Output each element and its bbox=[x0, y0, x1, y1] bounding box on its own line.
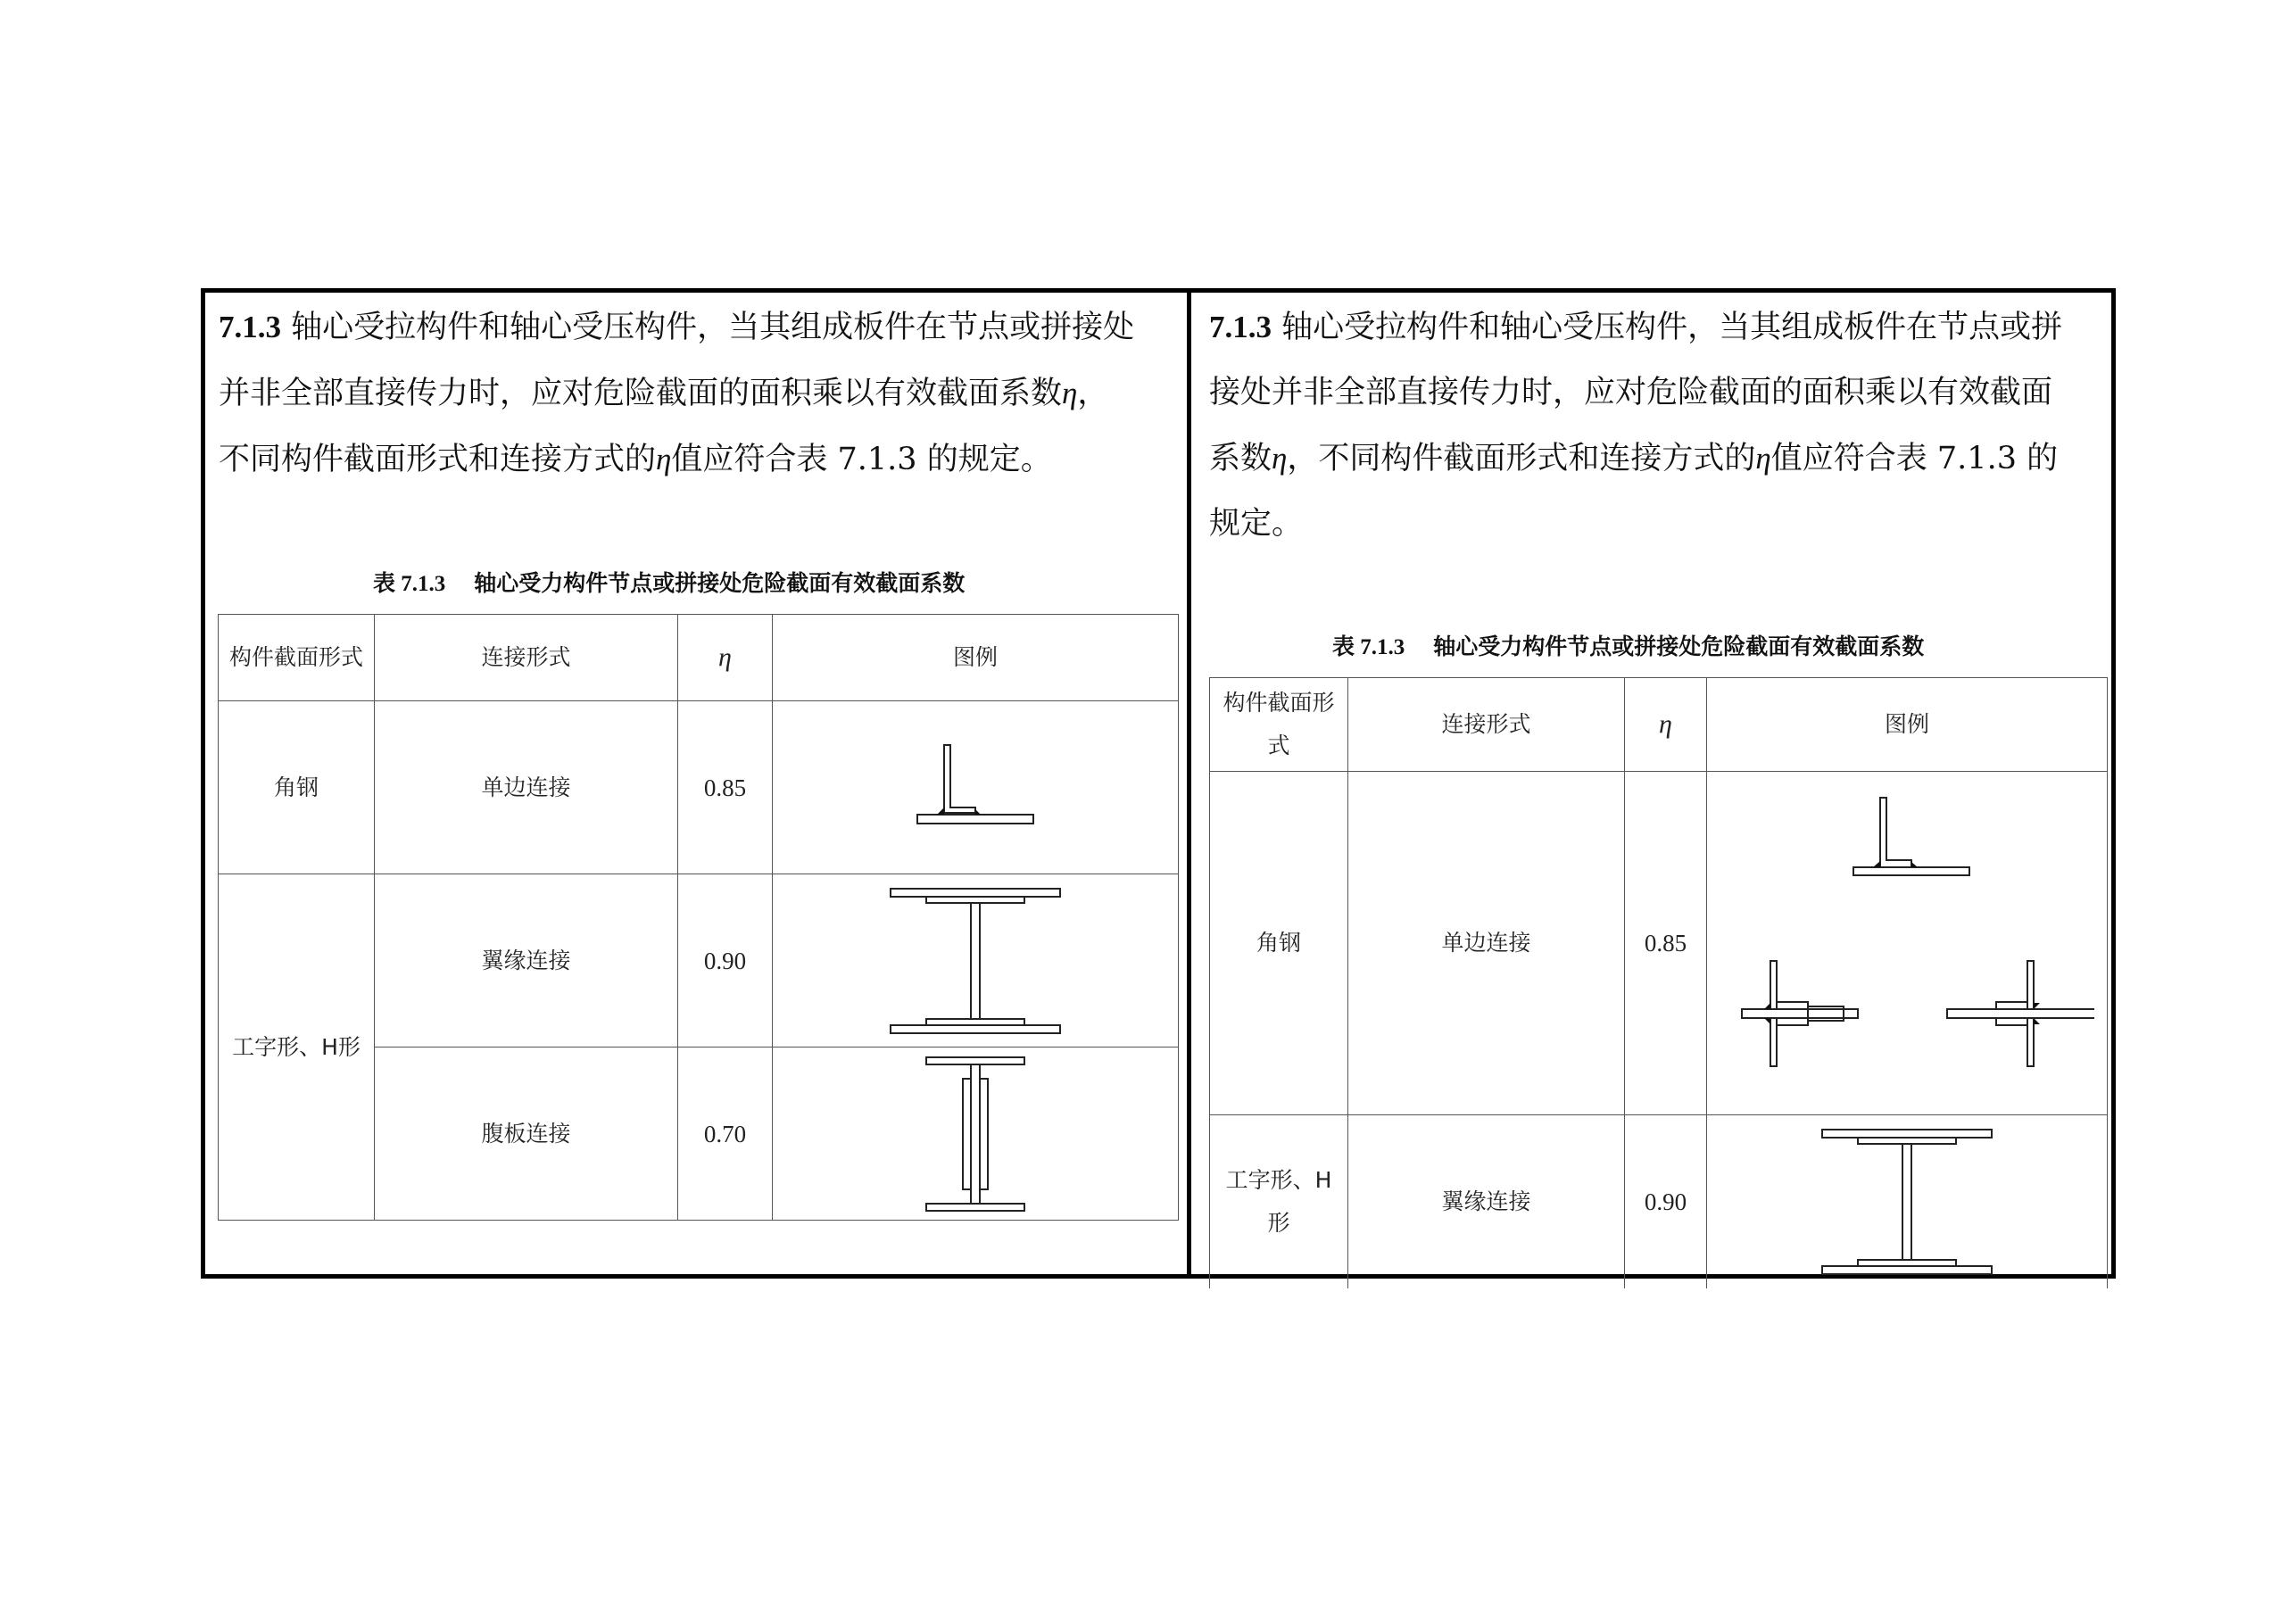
right-line-2: 接处并非全部直接传力时，应对危险截面的面积乘以有效截面 bbox=[1209, 375, 2053, 410]
right-row2-eta: 0.90 bbox=[1625, 1115, 1707, 1288]
column-divider bbox=[1187, 288, 1191, 1279]
i-beam-web-connection-diagram bbox=[922, 1054, 1029, 1214]
left-eta-symbol-2: η bbox=[656, 442, 672, 476]
right-row1-section: 角钢 bbox=[1210, 772, 1348, 1115]
right-row2-figure bbox=[1707, 1115, 2108, 1288]
left-paragraph bbox=[219, 294, 1182, 493]
left-row1-connection: 单边连接 bbox=[375, 701, 678, 874]
i-beam-flange-connection-diagram bbox=[886, 885, 1065, 1037]
table-row bbox=[219, 701, 1179, 874]
right-row2-section: 工字形、H形 bbox=[1210, 1115, 1348, 1288]
left-table-number: 表 7.1.3 bbox=[373, 572, 446, 596]
left-row1-eta: 0.85 bbox=[678, 701, 773, 874]
left-paragraph-text-d: 值应符合表 7.1.3 的规定。 bbox=[671, 442, 1052, 477]
left-spec-table bbox=[218, 614, 1179, 1221]
table-row bbox=[219, 874, 1179, 1047]
right-row1-figure bbox=[1707, 772, 2108, 1115]
left-eta-symbol: η bbox=[1062, 376, 1078, 410]
right-row1-connection: 单边连接 bbox=[1348, 772, 1625, 1115]
left-header-eta: η bbox=[678, 615, 773, 701]
left-paragraph-text-b: 并非全部直接传力时，应对危险截面的面积乘以有效截面系数 bbox=[219, 376, 1063, 411]
table-row bbox=[1210, 1115, 2108, 1288]
left-row1-section: 角钢 bbox=[219, 701, 375, 874]
right-line-4: 规定。 bbox=[1209, 506, 1304, 542]
angle-connection-variants-diagram bbox=[1720, 796, 2094, 1090]
right-row1-eta: 0.85 bbox=[1625, 772, 1707, 1115]
right-header-figure: 图例 bbox=[1707, 678, 2108, 772]
left-row2-figure bbox=[773, 874, 1179, 1047]
left-header-figure: 图例 bbox=[773, 615, 1179, 701]
right-line-3b: ，不同构件截面形式和连接方式的 bbox=[1287, 441, 1756, 476]
left-table-title: 轴心受力构件节点或拼接处危险截面有效截面系数 bbox=[474, 570, 966, 596]
right-table-title: 轴心受力构件节点或拼接处危险截面有效截面系数 bbox=[1433, 633, 1925, 659]
left-paragraph-text-c: 不同构件截面形式和连接方式的 bbox=[219, 442, 657, 477]
left-row1-figure bbox=[773, 701, 1179, 874]
right-paragraph bbox=[1209, 294, 2106, 557]
left-comma: ， bbox=[1077, 376, 1109, 411]
left-paragraph-text-a: 轴心受拉构件和轴心受压构件，当其组成板件在节点或拼接处 bbox=[291, 310, 1135, 345]
left-header-connection: 连接形式 bbox=[375, 615, 678, 701]
right-line-3a: 系数 bbox=[1209, 441, 1272, 476]
right-line-1: 轴心受拉构件和轴心受压构件，当其组成板件在节点或拼 bbox=[1281, 310, 2063, 345]
right-eta-symbol-2: η bbox=[1755, 441, 1771, 476]
table-row bbox=[1210, 772, 2108, 1115]
left-row2-connection: 翼缘连接 bbox=[375, 874, 678, 1047]
right-header-eta: η bbox=[1625, 678, 1707, 772]
right-row2-connection: 翼缘连接 bbox=[1348, 1115, 1625, 1288]
right-table-number: 表 7.1.3 bbox=[1332, 635, 1405, 659]
right-clause-number: 7.1.3 bbox=[1209, 310, 1272, 344]
left-row3-figure bbox=[773, 1047, 1179, 1221]
right-line-3c: 值应符合表 7.1.3 的 bbox=[1770, 441, 2059, 476]
left-row3-connection: 腹板连接 bbox=[375, 1047, 678, 1221]
right-header-connection: 连接形式 bbox=[1348, 678, 1625, 772]
left-row2-eta: 0.90 bbox=[678, 874, 773, 1047]
left-row3-eta: 0.70 bbox=[678, 1047, 773, 1221]
left-header-section: 构件截面形式 bbox=[219, 615, 375, 701]
i-beam-flange-connection-diagram bbox=[1818, 1126, 1996, 1278]
left-clause-number: 7.1.3 bbox=[219, 310, 281, 344]
right-table-caption bbox=[1332, 629, 1924, 661]
left-row2-section: 工字形、H形 bbox=[219, 874, 375, 1221]
right-eta-symbol: η bbox=[1272, 441, 1288, 476]
angle-single-leg-diagram bbox=[913, 743, 1038, 832]
right-spec-table bbox=[1209, 677, 2108, 1288]
right-header-section: 构件截面形式 bbox=[1210, 678, 1348, 772]
left-table-caption bbox=[373, 566, 965, 598]
